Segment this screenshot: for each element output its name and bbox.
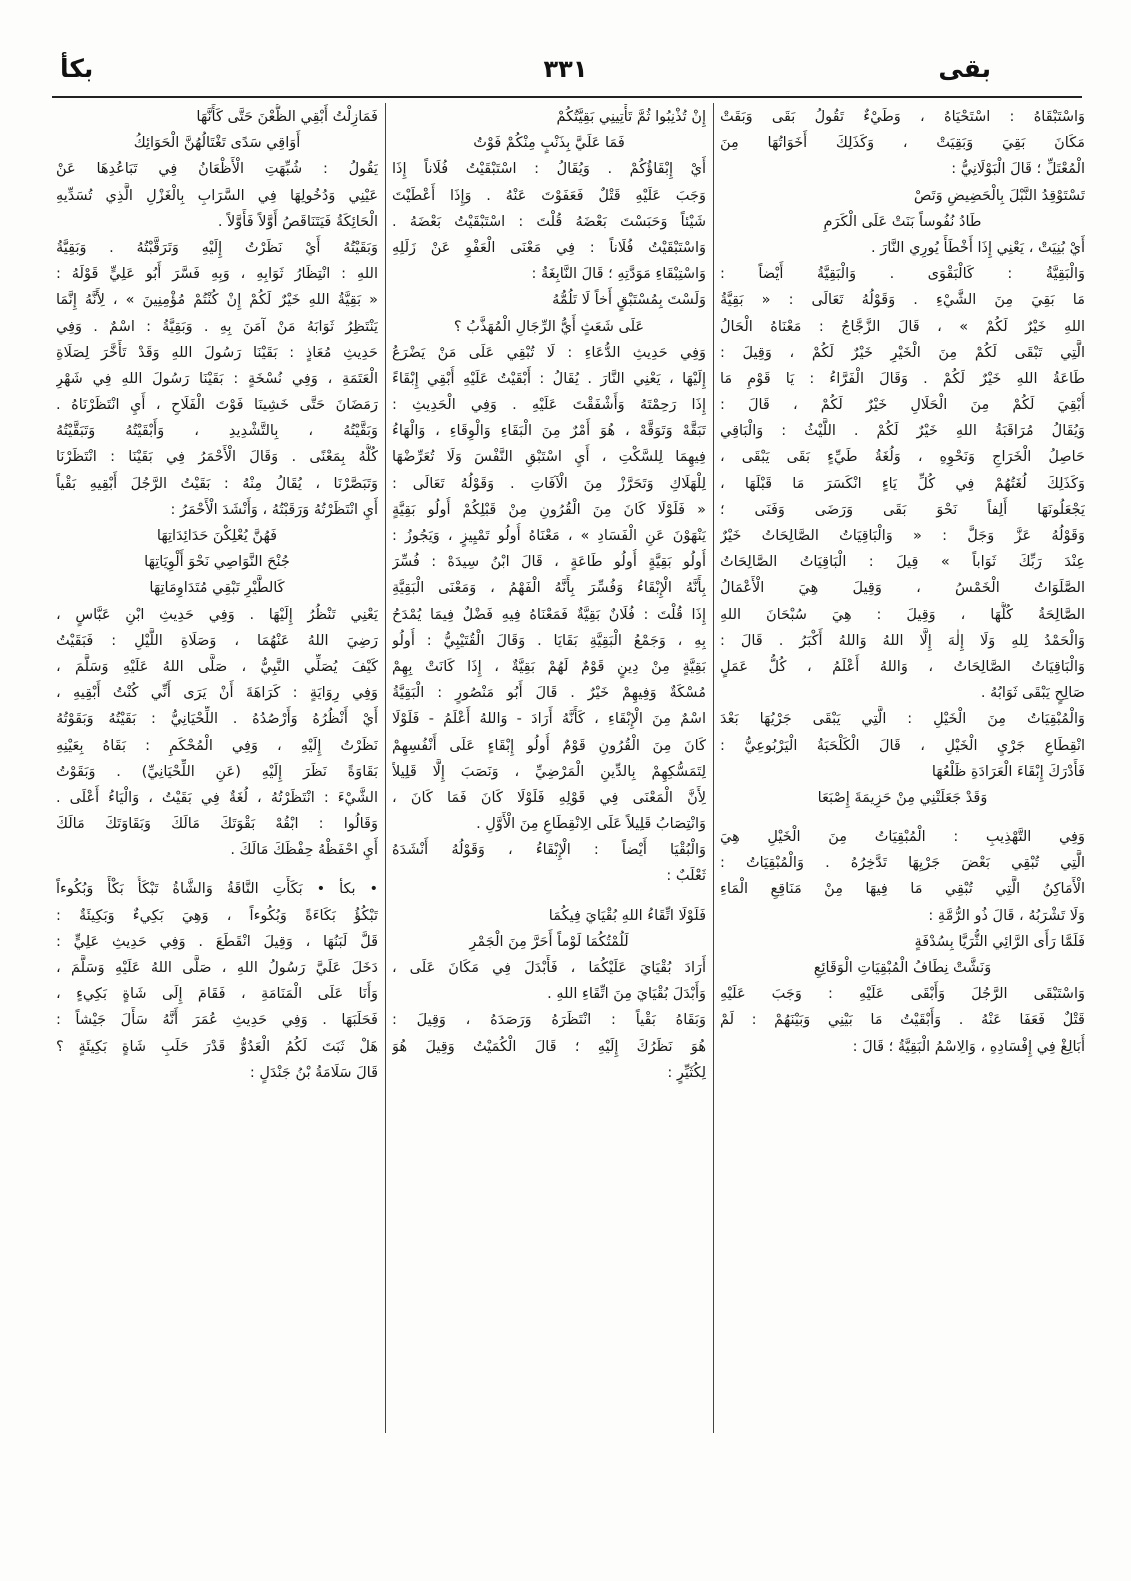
text-line: نَظَرْتُ إِلَيْهِ ، وَفِي الْمُحْكَمِ : بَقَاهُ بِعَيْنِهِ	[56, 737, 378, 754]
text-line: وَاسْتِبْقَاءِ مَوَدَّتِهِ ؛ قَالَ النَّابِغَةُ :	[531, 266, 706, 283]
text-line: صَالِحٍ يَبْقَى ثَوَابُهُ .	[980, 685, 1085, 702]
text-line: حَدِيثِ مُعَاذٍ : بَقَيْنَا رَسُولَ اللهِ وَقَدْ تَأَخَّرَ لِصَلَاةِ	[56, 344, 378, 361]
text-line: فِيهِمَا لِلسَّكْتِ ، أَيِ اسْتَبْقِ النَّفْسَ وَلَا تُعَرِّضْهَا	[392, 449, 706, 466]
text-line: الَّتِي تُبْقِي بَعْضَ جَرْيِهَا تَدَّخِرُهُ . وَالْمُبْقِيَاتُ :	[720, 855, 1085, 872]
text-line: كَيْفَ يُصَلِّي النَّبِيُّ ، صَلَّى اللهُ عَلَيْهِ وَسَلَّمَ ،	[56, 658, 378, 675]
text-line: قَالَ سَلَامَةُ بْنُ جَنْدَلٍ :	[249, 1064, 378, 1081]
text-line: أَيِ انْتَظَرْتُهُ وَرَقَبْتُهُ ، وَأَنْشَدَ الْأَحْمَرُ :	[170, 501, 378, 518]
text-line: • بكأ • بَكَأَتِ النَّاقَةُ وَالشَّاةُ تَبْكَأُ بَكْأً وَبُكُوءاً	[56, 881, 378, 898]
text-column-left	[56, 104, 378, 1504]
text-line: وَاسْتَبْقَى الرَّجُلَ وَأَبْقَى عَلَيْهِ : وَجَبَ عَلَيْهِ	[720, 986, 1085, 1003]
text-line: وَأَنَا عَلَى الْمَنَامَةِ ، فَقَامَ إِلَى شَاةٍ بَكِيءٍ ،	[56, 986, 378, 1003]
text-line: أُولُو بَقِيَّةٍ أُولُو طَاعَةٍ ، قَالَ ابْنُ سِيدَهْ : فُسِّرَ	[392, 554, 706, 571]
text-line: لِتَمَسُّكِهِمْ بِالدِّينِ الْمَرْضِيِّ ، وَنَصَبَ إِلَّا قَلِيلاً	[392, 763, 706, 780]
text-line: الْأَمَاكِنُ الَّتِي تُبْقِي مَا فِيهَا مِنْ مَنَاقِعِ الْمَاءِ	[720, 881, 1085, 898]
text-line: يَنْتَظِرُ ثَوَابَهُ مَنْ آمَنَ بِهِ . وَبَقِيَّةُ : اسْمٌ . وَفِي	[56, 318, 378, 335]
text-line: الْمُعْتَلِّ ؛ قَالَ الْبَوْلَانِيُّ :	[951, 161, 1085, 178]
text-line: وَفِي حَدِيثِ الدُّعَاءِ : لَا تُبْقِي عَلَى مَنْ يَضْرَعُ	[392, 344, 706, 361]
text-line: هُوَ نَظَرُكَ إِلَيْهِ ؛ قَالَ الْكُمَيْتُ وَقِيلَ هُوَ	[392, 1038, 706, 1055]
text-line: « بَقِيَّةُ اللهِ خَيْرٌ لَكُمْ إِنْ كُنْتُمْ مُؤْمِنِينَ » ، لِأَنَّهُ إِنَّمَا	[56, 292, 378, 309]
text-line: اسْمٌ مِنَ الْإِبْقَاءِ ، كَأَنَّهُ أَرَادَ - وَاللهُ أَعْلَمُ - فَلَوْلَا	[392, 711, 706, 728]
text-line: وَلَا تَشْرَبُهُ ، قَالَ ذُو الرُّمَّةِ :	[928, 907, 1085, 924]
text-line: أَيِ احْفَظْهُ حِفْظَكَ مَالَكَ .	[230, 842, 378, 859]
text-column-middle	[392, 104, 706, 1504]
text-line: وَيُقَالُ مُرَاقَبَةُ اللهِ خَيْرٌ لَكُمْ . اللَّيْثُ : وَالْبَاقِي	[720, 423, 1085, 440]
text-line: وَانْتِصَابُ قَلِيلاً عَلَى الِانْقِطَاعِ مِنَ الْأَوَّلِ .	[476, 816, 706, 833]
text-line: وَالْبُقْيَا أَيْضاً : الْإِبْقَاءُ ، وَقَوْلُهُ أَنْشَدَهُ	[392, 842, 706, 859]
header-left-keyword: بكأ	[60, 54, 94, 83]
text-line: تَبْكُؤُ بَكَاءَةً وَبُكُوءاً ، وَهِيَ بَكِيءٌ وَبَكِيئَةٌ :	[56, 907, 378, 924]
page-number: ٣٣١	[543, 55, 588, 83]
column-divider-right	[713, 103, 714, 1433]
text-line: وَالْحَمْدُ لِلهِ وَلَا إِلٰهَ إِلَّا اللهُ وَاللهُ أَكْبَرُ . قَالَ :	[720, 632, 1085, 649]
text-line: رَمَضَانَ حَتَّى خَشِينَا فَوْتَ الْفَلَاحِ ، أَيِ انْتَظَرْنَاهُ .	[56, 397, 378, 414]
text-line: يَجْعَلُونَهَا أَلِفاً نَحْوَ بَقَى وَرَضَى وَفَنَى ؛	[720, 501, 1085, 518]
text-line: وَفِي التَّهْذِيبِ : الْمُبْقِيَاتُ مِنَ الْخَيْلِ هِيَ	[720, 829, 1085, 846]
text-line: رَضِيَ اللهُ عَنْهُمَا ، وَصَلَاةِ اللَّيْلِ : فَبَقَيْتُ	[56, 632, 378, 649]
text-line: « فَلَوْلَا كَانَ مِنَ الْقُرُونِ مِنْ قَبْلِكُمْ أُولُو بَقِيَّةٍ	[392, 501, 706, 518]
text-line: وَقَالُوا : ابْقُهْ بَقْوَتَكَ مَالَكَ وَبَقَاوَتَكَ مَالَكَ	[56, 816, 378, 833]
text-line: دَخَلَ عَلَيَّ رَسُولُ اللهِ ، صَلَّى اللهُ عَلَيْهِ وَسَلَّمَ ،	[56, 960, 378, 976]
text-line: إِذَا رَحِمْتَهُ وَأَشْفَقْتَ عَلَيْهِ . وَفِي الْحَدِيثِ :	[392, 397, 706, 414]
verse-line: وَقَدْ جَعَلَتْنِي مِنْ حَزِيمَةَ إِصْبَعَا	[817, 789, 988, 806]
text-line: تَبَقَّهْ وَتَوَقَّهْ ، هُوَ أَمْرٌ مِنَ الْبَقَاءِ وَالْوِقَاءِ ، وَالْهَاءُ	[392, 423, 706, 440]
text-line: أَيْ إِبْقَاؤُكُمْ . وَيُقَالُ : اسْتَبْقَيْتُ فُلَاناً إِذَا	[392, 161, 706, 178]
text-line: لِكُثَيِّرٍ :	[667, 1064, 706, 1081]
text-line: وَلَسْتَ بِمُسْتَبْقٍ أَخاً لَا تَلُمُّهُ	[552, 292, 706, 309]
paragraph-gap	[392, 890, 706, 903]
text-line: بِأَنَّهُ الْإِبْقَاءُ وَفُسِّرَ بِأَنَّهُ الْفَهْمُ ، وَمَعْنَى الْبَقِيَّةِ	[392, 580, 706, 597]
text-line: وَبَقَيْتُهُ أَيْ نَظَرْتُ إِلَيْهِ وَتَرَقَّبْتُهُ . وَبَقِيَّةُ	[56, 239, 378, 256]
text-line: مَكَانَ بَقِيَ وَبَقِيَتْ ، وَكَذَلِكَ أَخَوَاتُهَا مِنَ	[720, 135, 1085, 152]
text-line: قَتْلٌ فَعَفَا عَنْهُ . وَأَبْقَيْتُ مَا بَيْنِي وَبَيْنَهُمْ : لَمْ	[720, 1012, 1085, 1029]
text-line: إِذَا قُلْتَ : فُلَانٌ بَقِيَّةٌ فَمَعْنَاهُ فِيهِ فَضْلٌ فِيمَا يُمْدَحُ	[392, 606, 706, 623]
text-line: أُبَالِغْ فِي إِفْسَادِهِ ، وَالِاسْمُ الْبَقِيَّةُ ؛ قَالَ :	[852, 1038, 1085, 1055]
text-line: قَلَّ لَبَنُهَا ، وَقِيلَ انْقَطَعَ . وَفِي حَدِيثِ عَلِيٍّ :	[56, 933, 378, 950]
text-line: وَاسْتَبْقَاهُ : اسْتَحْيَاهُ ، وَطَيْءٌ تَقُولُ بَقَى وَبَقَتْ	[720, 109, 1085, 125]
text-line: كُلُّهُ بِمَعْنًى . وَقَالَ الْأَحْمَرُ فِي بَقَيْنَا : انْتَظَرْنَا	[56, 449, 378, 466]
text-line: عَيْنِي وَدُخُولِهَا فِي السَّرَابِ بِالْغَزْلِ الَّذِي تُسَدِّيهِ	[56, 187, 378, 204]
text-line: وَجَبَ عَلَيْهِ قَتْلٌ فَعَفَوْتَ عَنْهُ . وَإِذَا أَعْطَيْتَ	[392, 187, 706, 204]
text-line: وَالْبَاقِيَاتُ الصَّالِحَاتُ ، وَاللهُ أَعْلَمُ ، كُلُّ عَمَلٍ	[720, 658, 1085, 675]
text-line: وَاسْتَبْقَيْتُ فُلَاناً : فِي مَعْنَى الْعَفْوِ عَنْ زَلَلِهِ	[392, 239, 706, 256]
text-column-right	[720, 104, 1085, 1504]
text-line: أُبْقِيَ لَكُمْ مِنَ الْحَلَالِ خَيْرٌ لَكُمْ ، قَالَ :	[720, 397, 1085, 414]
text-line: إِلَيْهَا ، يَعْنِي النَّارَ . يُقَالُ : أَبْقَيْتُ عَلَيْهِ أُبْقِي إِبْقَاءً	[392, 370, 706, 387]
text-line: وَالْبَقِيَّةُ : كَالْبَقْوَى . وَالْبَقِيَّةُ أَيْضاً :	[720, 266, 1085, 283]
text-line: فَلَمَّا رَأَى الرَّائِي الثُّرَيَّا بِسُدْفَةٍ	[914, 933, 1085, 950]
text-line: إِنْ تُذْنِبُوا ثُمَّ تَأْتِينِي بَقِيَّتُكُمْ	[556, 109, 706, 125]
text-line: اللهِ : انْتِظَارُ ثَوَابِهِ ، وَبِهِ فَسَّرَ أَبُو عَلِيٍّ قَوْلَهُ :	[56, 266, 378, 283]
text-line: مَا بَقِيَ مِنَ الشَّيْءِ . وَقَوْلُهُ تَعَالَى : « بَقِيَّةُ	[720, 292, 1085, 309]
text-line: شَيْئاً وَحَبَسْتَ بَعْضَهُ قُلْتَ : اسْتَبْقَيْتُ بَعْضَهُ .	[392, 213, 706, 230]
verse-line: أَوَاقِي سَدًى تَغْتَالُهُنَّ الْحَوَائِكُ	[133, 135, 301, 152]
text-line: الصَّلَوَاتُ الْخَمْسُ ، وَقِيلَ هِيَ الْأَعْمَالُ	[720, 580, 1085, 597]
text-line: الَّتِي تَبْقَى لَكُمْ مِنَ الْخَيْرِ خَيْرٌ لَكُمْ ، وَقِيلَ :	[720, 344, 1085, 361]
text-line: عِنْدَ رَبِّكَ ثَوَاباً » قِيلَ : الْبَاقِيَاتُ الصَّالِحَاتُ	[720, 554, 1085, 571]
verse-line: عَلَى شَعَثٍ أَيُّ الرِّجَالِ الْمُهَذَّبُ ؟	[453, 318, 645, 335]
header-right-keyword: بقى	[938, 54, 991, 83]
text-line: لِلْهَلَاكِ وَتَحَرَّزْ مِنَ الْآفَاتِ . وَقَوْلُهُ تَعَالَى :	[392, 475, 706, 492]
text-line: ثَعْلَبٌ :	[666, 868, 706, 885]
text-line: اللهِ خَيْرٌ لَكُمْ » ، قَالَ الزَّجَّاجُ : مَعْنَاهُ الْحَالُ	[720, 318, 1085, 335]
verse-line: طَادُ نُفُوساً بَنَتْ عَلَى الْكَرَمِ	[823, 213, 982, 230]
text-line: أَيْ أَنْظُرُهُ وَأَرْصُدُهُ . اللِّحْيَانِيُّ : بَقَيْتُهُ وَبَقَوْتُهُ	[56, 711, 378, 728]
text-line: وَبَقَاهُ بَقْياً : انْتَظَرَهُ وَرَصَدَهُ ، وَقِيلَ :	[392, 1012, 706, 1029]
text-line: فَحَلَبَهَا . وَفِي حَدِيثِ عُمَرَ أَنَّهُ سَأَلَ جَيْشاً :	[56, 1012, 378, 1029]
text-line: الْحَائِكَةُ فَيَتَنَاقَصُ أَوَّلاً فَأَوَّلاً .	[217, 213, 378, 230]
verse-line: وَنَشَّتْ نِطَافُ الْمُبْقِيَاتِ الْوَقَائِعِ	[813, 960, 992, 976]
text-line: فَأَدْرَكَ إِبْقَاءَ الْعَرَادَةِ ظَلْعُهَا	[931, 763, 1085, 780]
text-line: حَاصِلُ الْخَرَاجِ وَنَحْوِهِ ، وَلُغَةُ طَيِّءٍ بَقَى يَبْقَى ،	[720, 449, 1085, 466]
column-divider-left	[385, 103, 386, 1433]
text-line: يَعْنِي تَنْظُرُ إِلَيْهَا . وَفِي حَدِيثِ ابْنِ عَبَّاسٍ ،	[56, 606, 378, 623]
verse-line: لَلُمْتُكُمَا لَوْماً أَحَرَّ مِنَ الْجَمْرِ	[469, 933, 629, 950]
text-line: فَمَازِلْتُ أَبْقِي الظُّعْنَ حَتَّى كَأَنَّهَا	[196, 109, 378, 125]
text-line: وَكَذَلِكَ لُغَتُهُمْ فِي كُلِّ يَاءٍ انْكَسَرَ مَا قَبْلَهَا ،	[720, 475, 1085, 492]
text-line: لِأَنَّ الْمَعْنَى فِي قَوْلِهِ فَلَوْلَا كَانَ فَمَا كَانَ ،	[392, 789, 706, 806]
text-line: وَبَقَّيْتُهُ ، بِالتَّشْدِيدِ ، وَأَبْقَيْتُهُ وَتَبَقَّيْتُهُ	[56, 423, 378, 440]
text-line: هَلْ ثَبَتَ لَكُمُ الْعَدُوُّ قَدْرَ حَلَبِ شَاةٍ بَكِيئَةٍ ؟	[56, 1038, 378, 1055]
text-line: أَيْ بُنِيَتْ ، يَعْنِي إِذَا أَخْطَأَ يُورِي النَّارَ .	[871, 239, 1085, 256]
text-line: انْقِطَاعِ جَرْيِ الْخَيْلِ ، قَالَ الْكَلْحَبَةُ الْيَرْبُوعِيُّ :	[720, 737, 1085, 754]
verse-line: فَهُنَّ يُعْلِكْنَ حَدَائِدَاتِهَا	[156, 528, 278, 544]
text-line: وَالْمُبْقِيَاتُ مِنَ الْخَيْلِ : الَّتِي يَبْقَى جَرْيُهَا بَعْدَ	[720, 711, 1085, 728]
text-line: مُسْكَةٌ وَفِيهِمْ خَيْرٌ . قَالَ أَبُو مَنْصُورٍ : الْبَقِيَّةُ	[392, 685, 706, 702]
text-line: الصَّالِحَةُ كُلُّهَا ، وَقِيلَ : هِيَ سُبْحَانَ اللهِ	[720, 606, 1085, 623]
text-line: وَقَوْلُهُ عَزَّ وَجَلَّ : « وَالْبَاقِيَاتُ الصَّالِحَاتُ خَيْرٌ	[720, 528, 1085, 544]
text-line: بَقَاوَةً نَظَرَ إِلَيْهِ (عَنِ اللِّحْيَانِيِّ) . وَبَقَوْتُ	[56, 763, 378, 780]
text-line: كَانَ مِنَ الْقُرُونِ قَوْمٌ أُولُو إِبْقَاءٍ عَلَى أَنْفُسِهِمْ	[392, 737, 706, 754]
text-line: يَنْهَوْنَ عَنِ الْفَسَادِ » ، مَعْنَاهُ أُولُو تَمْيِيزٍ ، وَيَجُوزُ :	[392, 528, 706, 544]
text-line: بَقِيَّةٍ مِنْ دِينٍ قَوْمٌ لَهُمْ بَقِيَّةٌ ، إِذَا كَانَتْ بِهِمْ	[392, 658, 706, 675]
text-line: طَاعَةُ اللهِ خَيْرٌ لَكُمْ . وَقَالَ الْفَرَّاءُ : يَا قَوْمِ مَا	[720, 370, 1085, 387]
text-line: أَرَادَ بُقْيَايَ عَلَيْكُمَا ، فَأَبْدَلَ فِي مَكَانَ عَلَى ،	[392, 960, 706, 976]
text-line: يَقُولُ : شُبِّهَتِ الْأَظْعَانُ فِي تَبَاعُدِهَا عَنْ	[56, 161, 378, 178]
text-line: فَلَوْلَا اتِّقَاءُ اللهِ بُقْيَايَ فِيكُمَا	[548, 907, 706, 924]
verse-line: فَمَا عَلَيَّ بِذَنْبٍ مِنْكُمْ فَوْتُ	[473, 135, 625, 152]
text-line: تَسْتَوْقِدُ النَّبْلَ بِالْحَضِيضِ وَتَصْ	[913, 187, 1085, 204]
text-line: الْعَتَمَةِ ، وَفِي نُسْخَةٍ : بَقَيْنَا رَسُولَ اللهِ فِي شَهْرِ	[56, 370, 378, 387]
paragraph-gap	[56, 863, 378, 876]
text-line: الشَّيْءَ : انْتَظَرْتُهُ ، لُغَةٌ فِي بَقَيْتُ ، وَالْيَاءُ أَعْلَى .	[56, 789, 378, 806]
verse-line: كَالطَّيْرِ تَبْقِي مُتَدَاوِمَاتِهَا	[149, 580, 285, 597]
text-line: وَأَبْدَلَ بُقْيَايَ مِنَ اتِّقَاءِ اللهِ .	[547, 986, 706, 1003]
text-line: وَتَبَصَّرْنَا ، يُقَالُ مِنْهُ : بَقَيْتُ الرَّجُلَ أَبْقِيهِ بَقْياً	[56, 475, 378, 492]
verse-line: جُنْحَ النَّوَاصِي نَحْوَ أَلْوِيَاتِهَا	[144, 554, 290, 571]
paragraph-gap	[720, 811, 1085, 824]
text-line: بِهِ ، وَجَمْعُ الْبَقِيَّةِ بَقَايَا . وَقَالَ الْقُتَيْبِيُّ : أُولُو	[392, 632, 706, 649]
text-line: وَفِي رِوَايَةٍ : كَرَاهَةَ أَنْ يَرَى أَنِّي كُنْتُ أَبْقِيهِ ،	[56, 685, 378, 702]
header-rule	[52, 96, 1082, 98]
